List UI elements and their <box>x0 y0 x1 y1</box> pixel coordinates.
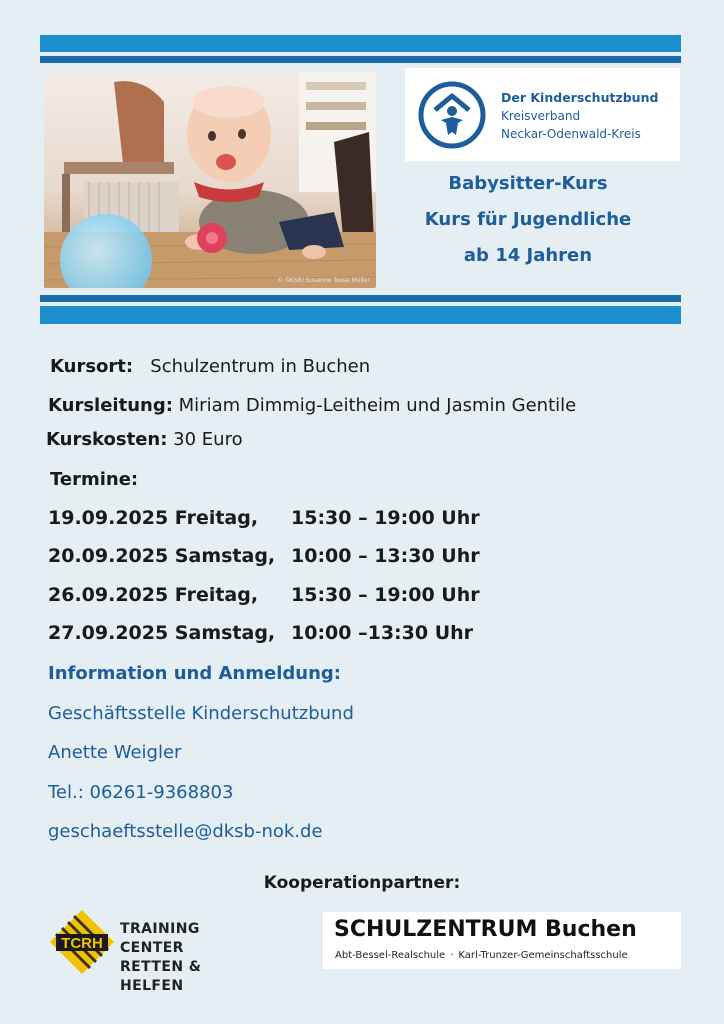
tcrh-logo <box>48 906 268 994</box>
school-separator: · <box>450 950 454 961</box>
cost-label: Kurskosten: <box>46 429 168 450</box>
date-row <box>48 545 480 567</box>
photo-credit: © DKSB/ Susanne Tessa Müller <box>277 277 370 284</box>
time-text: 10:00 –13:30 Uhr <box>291 622 474 644</box>
organization-line-2: Kreisverband <box>501 109 581 123</box>
tcrh-line-1: TRAINING CENTER <box>120 921 200 956</box>
contact-heading: Information und Anmeldung: <box>48 663 341 684</box>
leader-value: Miriam Dimmig-Leitheim und Jasmin Gentile <box>178 395 577 416</box>
top-band-upper <box>40 35 681 52</box>
course-leader <box>48 395 576 416</box>
schulzentrum-title: SCHULZENTRUM Buchen <box>334 917 637 942</box>
course-title-line-2: Kurs für Jugendliche <box>424 209 632 230</box>
course-title-line-1: Babysitter-Kurs <box>448 173 608 194</box>
course-title <box>395 166 661 274</box>
organization-line-3: Neckar-Odenwald-Kreis <box>501 127 641 141</box>
cost-value: 30 Euro <box>173 429 243 450</box>
partners-heading: Kooperationpartner: <box>263 873 461 893</box>
date-text: 20.09.2025 Samstag, <box>48 545 276 567</box>
date-row <box>48 622 474 644</box>
schulzentrum-schools <box>335 950 628 961</box>
location-label: Kursort: <box>50 356 134 377</box>
leader-label: Kursleitung: <box>48 395 173 416</box>
tcrh-letters: TCRH <box>61 935 103 952</box>
contact-person: Anette Weigler <box>48 742 182 763</box>
mid-band-lower <box>40 306 681 324</box>
top-band-lower <box>40 56 681 63</box>
time-text: 15:30 – 19:00 Uhr <box>291 507 480 529</box>
course-title-line-3: ab 14 Jahren <box>463 245 593 266</box>
school-2: Karl-Trunzer-Gemeinschaftsschule <box>458 950 628 961</box>
kinderschutzbund-logo-box <box>405 68 680 161</box>
tcrh-emblem-icon <box>48 908 116 976</box>
mid-band-upper <box>40 295 681 302</box>
school-1: Abt-Bessel-Realschule <box>335 950 446 961</box>
time-text: 10:00 – 13:30 Uhr <box>291 545 480 567</box>
tcrh-name <box>120 920 268 996</box>
date-text: 19.09.2025 Freitag, <box>48 507 259 529</box>
date-row <box>48 507 480 529</box>
time-text: 15:30 – 19:00 Uhr <box>291 584 480 606</box>
date-text: 27.09.2025 Samstag, <box>48 622 276 644</box>
contact-email-link[interactable]: geschaeftsstelle@dksb-nok.de <box>48 821 323 842</box>
organization-name-block <box>501 89 658 143</box>
date-row <box>48 584 480 606</box>
course-location <box>50 356 370 377</box>
contact-phone[interactable]: Tel.: 06261-9368803 <box>48 782 234 803</box>
dates-heading: Termine: <box>50 469 139 490</box>
contact-office: Geschäftsstelle Kinderschutzbund <box>48 703 354 724</box>
course-cost <box>46 429 243 450</box>
organization-name: Der Kinderschutzbund <box>501 90 659 105</box>
baby-photo <box>44 72 376 288</box>
location-value: Schulzentrum in Buchen <box>150 356 371 377</box>
kinderschutzbund-emblem-icon <box>417 80 487 150</box>
tcrh-line-2: RETTEN & HELFEN <box>120 959 202 994</box>
schulzentrum-logo <box>323 912 681 969</box>
date-text: 26.09.2025 Freitag, <box>48 584 259 606</box>
